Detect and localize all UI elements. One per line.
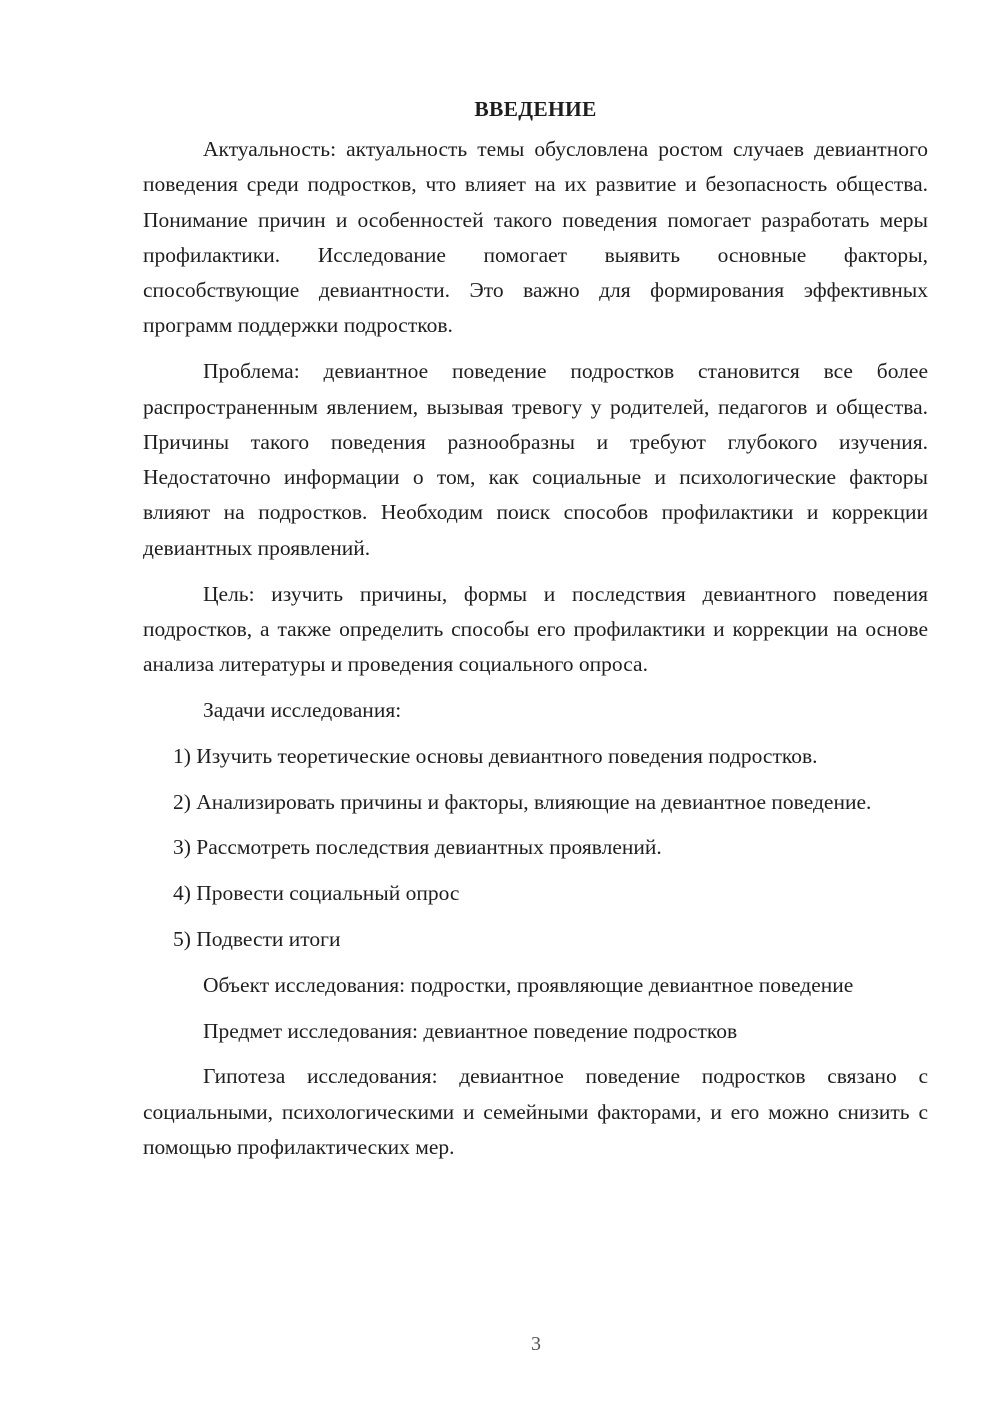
task-item-5: 5) Подвести итоги — [173, 926, 341, 951]
hypothesis-paragraph: Гипотеза исследования: девиантное поведение подростков связано с социальными, психологическими и семейными факторами, и его можно снизить с помощью профилактических мер. — [143, 1064, 928, 1159]
document-page — [143, 92, 928, 1176]
page-number: 3 — [531, 1333, 541, 1355]
relevance-paragraph: Актуальность: актуальность темы обусловлена ростом случаев девиантного поведения среди подростков, что влияет на их развитие и безопасность общества. Понимание причин и особенностей такого поведения помогает разработать меры профилактики. Исследование помогает выявить основные факторы, способствующие девиантности. Это важно для формирования эффективных программ поддержки подростков. — [143, 137, 928, 338]
tasks-heading: Задачи исследования: — [203, 697, 402, 722]
task-item-4: 4) Провести социальный опрос — [173, 881, 460, 906]
problem-paragraph: Проблема: девиантное поведение подростков становится все более распространенным явлением, вызывая тревогу у родителей, педагогов и общества. Причины такого поведения разнообразны и требуют глубокого изучения. Недостаточно информации о том, как социальные и психологические факторы влияют на подростков. Необходим поиск способов профилактики и коррекции девиантных проявлений. — [143, 359, 928, 560]
goal-paragraph: Цель: изучить причины, формы и последствия девиантного поведения подростков, а также определить способы его профилактики и коррекции на основе анализа литературы и проведения социального опроса. — [143, 581, 928, 677]
task-item-2: 2) Анализировать причины и факторы, влияющие на девиантное поведение. — [173, 789, 872, 814]
task-item-1: 1) Изучить теоретические основы девиантного поведения подростков. — [173, 743, 818, 768]
task-item-3: 3) Рассмотреть последствия девиантных проявлений. — [173, 835, 662, 860]
subject-paragraph: Предмет исследования: девиантное поведение подростков — [203, 1018, 738, 1043]
object-paragraph: Объект исследования: подростки, проявляющие девиантное поведение — [203, 972, 854, 997]
page-title: ВВЕДЕНИЕ — [474, 97, 597, 121]
